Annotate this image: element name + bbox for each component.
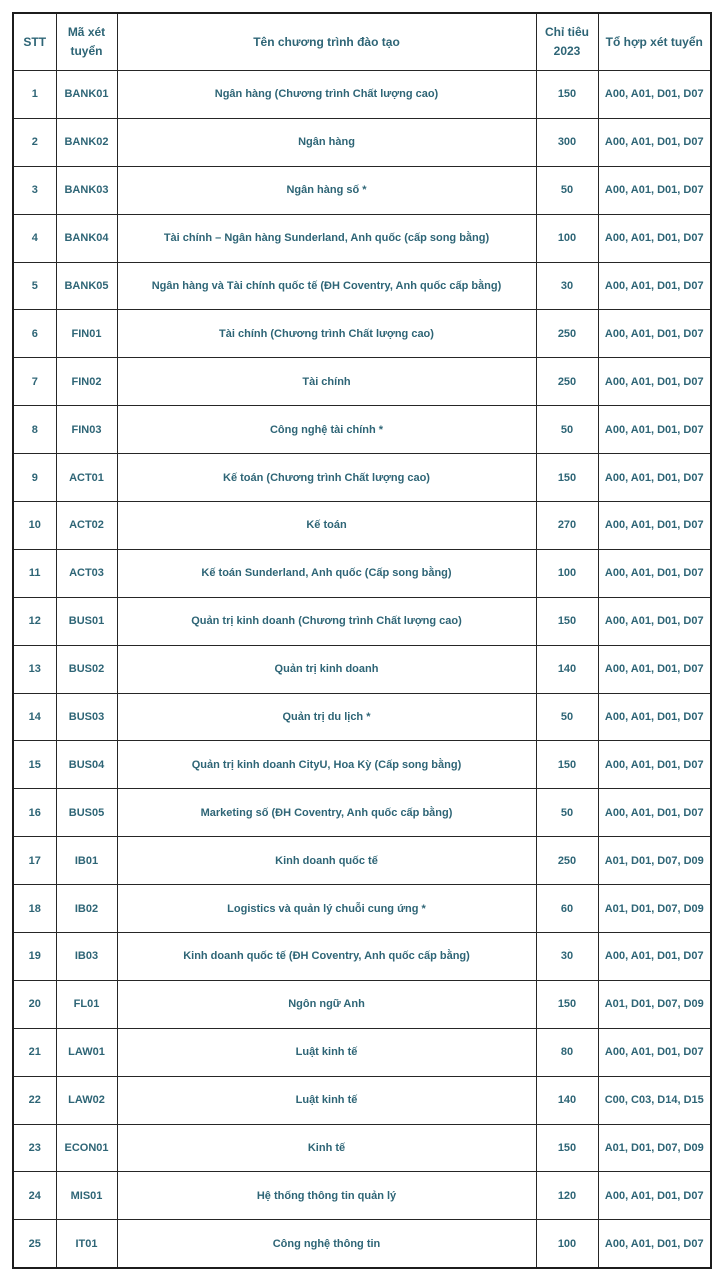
cell-combos: A00, A01, D01, D07 [598,1220,711,1268]
cell-stt: 22 [13,1076,56,1124]
cell-name: Kế toán [117,502,536,550]
cell-stt: 12 [13,597,56,645]
cell-combos: A01, D01, D07, D09 [598,1124,711,1172]
table-row [13,166,711,214]
cell-name: Tài chính – Ngân hàng Sunderland, Anh quốc (cấp song bằng) [117,214,536,262]
cell-quota: 100 [536,1220,598,1268]
cell-quota: 140 [536,645,598,693]
table-row [13,262,711,310]
header-code: Mã xét tuyển [56,13,117,71]
cell-quota: 100 [536,549,598,597]
cell-name: Công nghệ thông tin [117,1220,536,1268]
cell-stt: 14 [13,693,56,741]
table-row [13,310,711,358]
cell-code: MIS01 [56,1172,117,1220]
cell-code: ACT03 [56,549,117,597]
cell-code: BUS04 [56,741,117,789]
cell-quota: 150 [536,454,598,502]
cell-combos: A00, A01, D01, D07 [598,1172,711,1220]
cell-name: Tài chính [117,358,536,406]
table-row [13,1220,711,1268]
cell-name: Ngôn ngữ Anh [117,980,536,1028]
cell-stt: 24 [13,1172,56,1220]
table-row [13,71,711,119]
cell-code: IT01 [56,1220,117,1268]
cell-quota: 50 [536,693,598,741]
cell-stt: 1 [13,71,56,119]
cell-code: BANK04 [56,214,117,262]
cell-quota: 150 [536,71,598,119]
cell-name: Marketing số (ĐH Coventry, Anh quốc cấp bằng) [117,789,536,837]
cell-combos: A00, A01, D01, D07 [598,214,711,262]
cell-quota: 270 [536,502,598,550]
table-row [13,1124,711,1172]
table-row [13,214,711,262]
table-row [13,549,711,597]
header-name: Tên chương trình đào tạo [117,13,536,71]
cell-combos: A00, A01, D01, D07 [598,358,711,406]
cell-quota: 120 [536,1172,598,1220]
cell-code: BANK02 [56,118,117,166]
cell-quota: 250 [536,358,598,406]
cell-stt: 2 [13,118,56,166]
cell-name: Ngân hàng và Tài chính quốc tế (ĐH Coventry, Anh quốc cấp bằng) [117,262,536,310]
cell-quota: 150 [536,1124,598,1172]
cell-code: BUS05 [56,789,117,837]
cell-stt: 9 [13,454,56,502]
cell-code: FL01 [56,980,117,1028]
cell-code: IB03 [56,933,117,981]
cell-combos: A01, D01, D07, D09 [598,885,711,933]
cell-name: Kinh tế [117,1124,536,1172]
cell-stt: 17 [13,837,56,885]
cell-stt: 15 [13,741,56,789]
cell-code: FIN03 [56,406,117,454]
cell-quota: 50 [536,789,598,837]
cell-quota: 150 [536,597,598,645]
cell-stt: 10 [13,502,56,550]
cell-combos: A00, A01, D01, D07 [598,693,711,741]
cell-quota: 140 [536,1076,598,1124]
cell-quota: 30 [536,262,598,310]
cell-stt: 13 [13,645,56,693]
cell-combos: A00, A01, D01, D07 [598,549,711,597]
cell-combos: A00, A01, D01, D07 [598,645,711,693]
cell-code: LAW02 [56,1076,117,1124]
cell-name: Kế toán (Chương trình Chất lượng cao) [117,454,536,502]
cell-name: Ngân hàng số * [117,166,536,214]
cell-combos: A00, A01, D01, D07 [598,166,711,214]
cell-stt: 20 [13,980,56,1028]
cell-code: LAW01 [56,1028,117,1076]
cell-quota: 50 [536,166,598,214]
cell-combos: A00, A01, D01, D07 [598,1028,711,1076]
cell-stt: 23 [13,1124,56,1172]
table-row [13,597,711,645]
table-row [13,885,711,933]
cell-combos: A00, A01, D01, D07 [598,933,711,981]
table-row [13,789,711,837]
cell-name: Kinh doanh quốc tế [117,837,536,885]
cell-code: BUS02 [56,645,117,693]
table-row [13,118,711,166]
cell-combos: A00, A01, D01, D07 [598,502,711,550]
cell-stt: 3 [13,166,56,214]
cell-code: IB01 [56,837,117,885]
cell-quota: 300 [536,118,598,166]
cell-name: Ngân hàng (Chương trình Chất lượng cao) [117,71,536,119]
table-row [13,693,711,741]
admissions-table [12,12,712,1269]
cell-name: Luật kinh tế [117,1028,536,1076]
cell-quota: 250 [536,837,598,885]
cell-name: Quản trị du lịch * [117,693,536,741]
cell-stt: 18 [13,885,56,933]
cell-combos: A00, A01, D01, D07 [598,71,711,119]
table-row [13,502,711,550]
cell-code: FIN02 [56,358,117,406]
cell-stt: 6 [13,310,56,358]
cell-name: Kinh doanh quốc tế (ĐH Coventry, Anh quốc cấp bằng) [117,933,536,981]
table-row [13,933,711,981]
header-stt: STT [13,13,56,71]
cell-combos: A00, A01, D01, D07 [598,597,711,645]
table-row [13,1028,711,1076]
cell-combos: A01, D01, D07, D09 [598,980,711,1028]
cell-name: Logistics và quản lý chuỗi cung ứng * [117,885,536,933]
cell-name: Quản trị kinh doanh (Chương trình Chất lượng cao) [117,597,536,645]
table-row [13,406,711,454]
cell-combos: A00, A01, D01, D07 [598,118,711,166]
table-row [13,741,711,789]
table-header [13,13,711,71]
cell-name: Quản trị kinh doanh [117,645,536,693]
cell-code: BUS01 [56,597,117,645]
cell-code: BANK05 [56,262,117,310]
cell-stt: 16 [13,789,56,837]
cell-quota: 100 [536,214,598,262]
cell-code: IB02 [56,885,117,933]
cell-name: Luật kinh tế [117,1076,536,1124]
table-row [13,454,711,502]
cell-quota: 150 [536,741,598,789]
cell-combos: A00, A01, D01, D07 [598,406,711,454]
header-row [13,13,711,71]
cell-code: BUS03 [56,693,117,741]
cell-code: ECON01 [56,1124,117,1172]
cell-code: ACT01 [56,454,117,502]
table-row [13,837,711,885]
cell-stt: 11 [13,549,56,597]
cell-stt: 5 [13,262,56,310]
cell-quota: 150 [536,980,598,1028]
table-body [13,71,711,1269]
cell-quota: 50 [536,406,598,454]
cell-quota: 30 [536,933,598,981]
cell-stt: 4 [13,214,56,262]
table-row [13,1076,711,1124]
cell-combos: A00, A01, D01, D07 [598,310,711,358]
cell-stt: 25 [13,1220,56,1268]
table-row [13,980,711,1028]
cell-combos: A00, A01, D01, D07 [598,454,711,502]
cell-combos: A01, D01, D07, D09 [598,837,711,885]
cell-combos: A00, A01, D01, D07 [598,262,711,310]
cell-stt: 7 [13,358,56,406]
cell-stt: 8 [13,406,56,454]
cell-combos: A00, A01, D01, D07 [598,741,711,789]
cell-code: BANK01 [56,71,117,119]
table-row [13,645,711,693]
header-combos: Tổ hợp xét tuyển [598,13,711,71]
cell-name: Kế toán Sunderland, Anh quốc (Cấp song bằng) [117,549,536,597]
table-row [13,1172,711,1220]
table-row [13,358,711,406]
cell-stt: 19 [13,933,56,981]
cell-combos: A00, A01, D01, D07 [598,789,711,837]
cell-name: Hệ thống thông tin quản lý [117,1172,536,1220]
cell-code: ACT02 [56,502,117,550]
cell-quota: 80 [536,1028,598,1076]
cell-name: Công nghệ tài chính * [117,406,536,454]
header-quota: Chỉ tiêu 2023 [536,13,598,71]
cell-combos: C00, C03, D14, D15 [598,1076,711,1124]
cell-stt: 21 [13,1028,56,1076]
cell-code: FIN01 [56,310,117,358]
cell-quota: 250 [536,310,598,358]
cell-name: Quản trị kinh doanh CityU, Hoa Kỳ (Cấp song bằng) [117,741,536,789]
cell-quota: 60 [536,885,598,933]
cell-code: BANK03 [56,166,117,214]
cell-name: Ngân hàng [117,118,536,166]
cell-name: Tài chính (Chương trình Chất lượng cao) [117,310,536,358]
